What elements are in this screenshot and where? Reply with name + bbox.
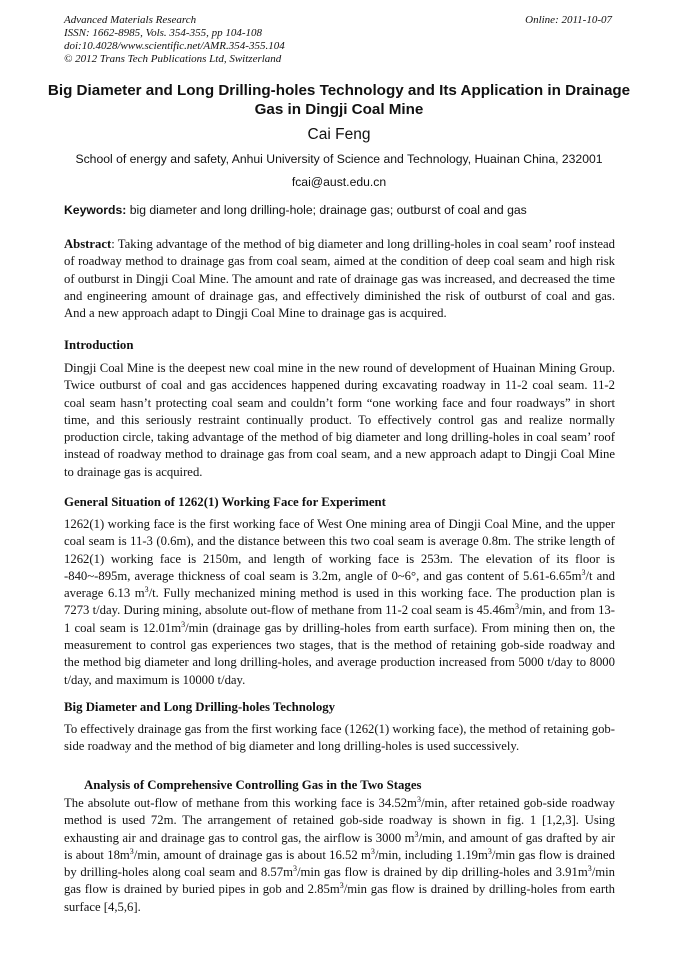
journal-doi: doi:10.4028/www.scientific.net/AMR.354-355.104: [64, 40, 285, 52]
introduction-text: Dingji Coal Mine is the deepest new coal mine in the new round of development of Huainan Mining Group. Twice outburst of coal and gas accidences happened during excavating roadway in 11-2 coal seam. 11-2 coal seam hasn’t protecting coal seam and couldn’t form “one working face and four roadways” in short time, and this seriously restraint continually product. To effectively control gas and realize normally production circle, taking advantage of the method of big diameter and long drilling-holes in coal seam’ roof instead of roadway method to drainage gas from coal seam, and a new approach adapt to Dingji Coal Mine to drainage gas is acquired.: [64, 361, 615, 479]
author-email: fcai@aust.edu.cn: [291, 175, 387, 189]
abstract-label: Abstract: [64, 237, 112, 251]
keywords-text: big diameter and long drilling-hole; drainage gas; outburst of coal and gas: [129, 203, 527, 217]
technology-heading: Big Diameter and Long Drilling-holes Technology: [64, 700, 336, 714]
keywords-label: Keywords:: [64, 203, 127, 217]
analysis-text: The absolute out-flow of methane from this working face is $34.52m^3/\min$, after retained gob-side roadway method is used 72m. The arrangement of retained gob-side roadway is shown in fig. 1 [1,2,3]. Using exhausting air and drainage gas to control gas, the airflow is 3000 $m^3/\min$, and amount of gas drafted by air is about $18m^3/\min$, amount of drainage gas is about 16.52 $m^3/\min$, including $1.19m^3/\min$ gas flow is drained by drilling-holes along coal seam and $8.57m^3/\min$ gas flow is drained by dip drilling-holes and $3.91m^3/\min$ gas flow is drained by buried pipes in gob and $2.85m^3/\min$ gas flow is drained by drilling-holes from earth surface [4,5,6].: [64, 794, 616, 914]
journal-header: [64, 14, 285, 66]
general-situation-heading: General Situation of 1262(1) Working Face for Experiment: [64, 495, 386, 509]
analysis-heading: Analysis of Comprehensive Controlling Gas in the Two Stages: [84, 778, 422, 792]
journal-copyright: © 2012 Trans Tech Publications Ltd, Switzerland: [64, 53, 282, 65]
keywords: [64, 203, 527, 217]
online-date: Online: 2011-10-07: [525, 14, 612, 26]
introduction-heading: Introduction: [64, 338, 134, 352]
abstract: [64, 236, 615, 322]
journal-name: Advanced Materials Research: [64, 14, 197, 26]
author-affiliation: School of energy and safety, Anhui University of Science and Technology, Huainan China, 232001: [75, 152, 603, 166]
paper-title: Big Diameter and Long Drilling-holes Technology and Its Application in Drainage Gas in Dingji Coal Mine: [47, 82, 631, 118]
technology-text: To effectively drainage gas from the first working face (1262(1) working face), the method of retaining gob-side roadway and the method of big diameter and long drilling-holes is used successively.: [64, 722, 615, 754]
general-situation-text: 1262(1) working face is the first working face of West One mining area of Dingji Coal Mine, and the upper coal seam is 11-3 (0.6m), and the distance between this two coal seam is average 0.8m. The strike length of 1262(1) working face is 2150m, and length of working face is 253m. The elevation of its floor is -840~-895m, average thickness of coal seam is 3.2m, angle of 0~6°, and gas content of $5.61-6.65m^3/t$ and average 6.13 $m^3/t$. Fully mechanized mining method is used in this working face. The production plan is 7273 t/day. During mining, absolute out-flow of methane from 11-2 coal seam is $45.46m^3/\min$, and from 13-1 coal seam is $12.01m^3/\min$ (drainage gas by drilling-holes from earth surface). From mining then on, the measurement to control gas experiences two stages, that is the method of retaining gob-side roadway and the method big diameter and long drilling-holes, and average production increased from 5000 t/day to 8000 t/day, and maximum is 10000 t/day.: [64, 517, 615, 687]
author-name: Cai Feng: [307, 126, 371, 143]
journal-issn: ISSN: 1662-8985, Vols. 354-355, pp 104-108: [64, 27, 262, 39]
abstract-text: : Taking advantage of the method of big diameter and long drilling-holes in coal seam’ roof instead of roadway method to drainage gas from coal seam, aimed at the condition of deep coal seam and high risk of outburst in Dingji Coal Mine. The amount and rate of drainage gas was increased, and decreased the time and engineering amount of drainage gas, and effectively diminished the risk of outburst of coal and gas. And a new approach adapt to Dingji Coal Mine to drainage gas is acquired.: [64, 237, 615, 321]
